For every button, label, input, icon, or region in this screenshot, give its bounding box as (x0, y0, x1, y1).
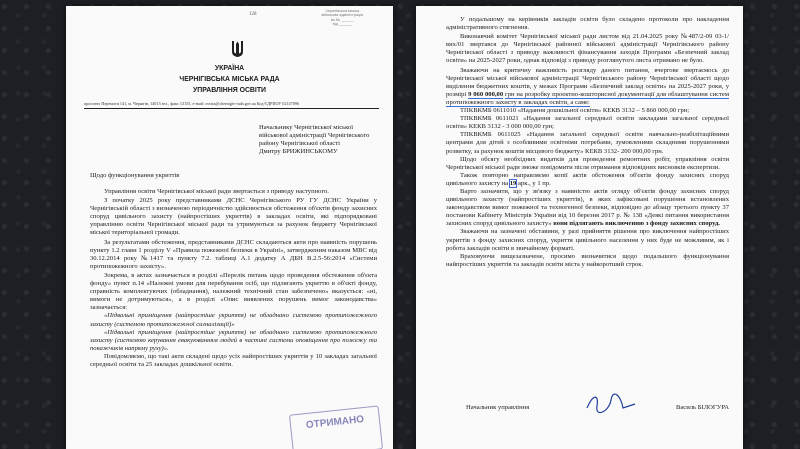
letter-subject: Щодо функціонування укриттів (90, 172, 180, 179)
sheet-count: 19 (509, 179, 517, 187)
signature-icon (581, 390, 641, 416)
signatory-title: Начальник управління (466, 404, 530, 411)
page-number: 128 (249, 12, 257, 17)
budget-line: ТПКВКМБ 0611025 «Надання загальної середньої освіти навчально-реабілітаційними центрами для дітей з особливими освітніми потребами, зумовленими складними порушеннями розвитку, за рахунок коштів місцевого бюджету» КЕКВ 3132- 200 000,00 грн. (446, 131, 729, 155)
paragraph: Зокрема, в актах зазначається в розділі «Перелік питань щодо проведення обстеження об'єкта фонду» пункт п.14 «Належні умови для перебування осіб, що підлягають укриттю в об'єкті фонду, справність комплектуючих (обладнання), належний технічний стан забезпечено» вказується: «ні, вимоги не дотримуються», а в розділі «Опис виявлених порушень вимог законодавства» зазначається: (90, 271, 377, 312)
letter-body (90, 188, 377, 369)
signatory-name: Василь БІЛОГУРА (675, 404, 729, 411)
budget-line: ТПКВКМБ 0611021 «Надання загальної середньої освіти закладами загальної середньої освіти» КЕКВ 3132 - 3 000 000,00 грн; (446, 115, 729, 131)
addressee-block: Начальнику Чернігівської міської військової адміністрації Чернігівського району Чернігівської області Дмитру БРИЖИНСЬКОМУ (259, 124, 370, 155)
paragraph-quote: «Підвальні приміщення (найпростіше укриття) не обладнано системою протипожежного захисту (системою керування евакуюванням людей в частині системи оповіщення про пожежу та покажчиків напряму руху)». (90, 328, 377, 352)
document-page-1 (66, 6, 393, 449)
paragraph: Зважаючи на критичну важливість розгляду даного питання, вчергове звертаємось до Чернігівської міської військової адміністрації Чернігівського району Чернігівської області щодо виділення бюджетних коштів, у межах Програми «Безпечний заклад освіти» на 2025-2027 роки, у розмірі 9 060 000,00 грн на розробку проектно-кошторисної документації для облаштування систем протипожежного захисту в закладах освіти, а саме: (446, 66, 730, 106)
paragraph: Виконавчий комітет Чернігівської міської ради листом від 21.04.2025 року №487/2-09 03-1/вих/01 звертався до Чернігівської районної військової адміністрації Чернігівського району Чернігівської області з приводу важливості фінансування заходів Програми «Безпечний заклад освіти» на 2025-2027 роки, однак відповіді з приводу розглянутого листа отримано не було. (446, 33, 729, 65)
letterhead: УКРАЇНА ЧЕРНІГІВСЬКА МІСЬКА РАДА УПРАВЛІННЯ ОСВІТИ (179, 65, 280, 94)
paragraph: Враховуючи вищезазначене, просимо визначитися щодо подальшого функціонування найпростіших укриттів та закладів освіти міста у найкоротший строк. (446, 252, 729, 268)
received-stamp: ОТРИМАНО (289, 405, 383, 449)
paragraph-quote: «Підвальні приміщення (найпростіше укриття) не обладнано системою протипожежного захисту (системою протипожежної сигналізації)» (90, 312, 377, 328)
coat-of-arms-icon (231, 40, 244, 58)
budget-line: ТПКВКМБ 0611010 «Надання дошкільної освіти» КЕКВ 3132 – 5 860 000,00 грн; (460, 107, 690, 115)
letter-body-continued (446, 16, 729, 269)
paragraph: У подальшому на керівників закладів освіти було складено протоколи про накладення адміністративного стягнення. (446, 16, 729, 32)
incoming-stamp: Чернігівська міська військова адміністрація вх.№ ______ від ______ (321, 9, 363, 27)
paragraph: За результатами обстеження, представниками ДСНС складаються акти про наявність порушень пункту 1.2 глави 1 розділу V «Правила пожежної безпеки в Україні», затвердженим наказом МВС від 30.12.2014 року №1417 та пункту 7.2. таблиці А.1 додатку А ДБН В.2.5-56:2014 «Системи протипожежного захисту». (90, 238, 377, 270)
paragraph: Зважаючи на зазначені обставини, у разі прийняття рішення про виключення найпростіших укриттів з фонду захисних споруд, укриття цивільного населення у них буде не можливим, як і робота закладів освіти в звичайному форматі. (446, 228, 729, 252)
document-page-2 (416, 6, 743, 449)
signature-row (466, 404, 729, 412)
paragraph: Варто зазначити, що у зв'язку з наявністю актів огляду об'єктів фонду захисних споруд цивільного захисту (найпростіших укриттів), в яких зафіксовані порушення встановлених законодавством вимог пожежної та техногенної безпеки, відповідно до абзацу третього пункту 37 постанови Кабінету Міністрів України від 10 березня 2017 р. № 138 «Деякі питання використання захисних споруд цивільного захисту» вони підлягають виключенню з фонду захисних споруд. (446, 187, 729, 228)
paragraph: З початку 2025 року представниками ДСНС Чернігівського РУ ГУ ДСНС України у Чернігівській області з визначеною періодичністю здійснюється обстеження об'єктів фонду захисних споруд цивільного захисту (найпростіших укриттів) в закладах освіти, які підпорядковані управлінню освіти Чернігівської міської ради та утримуються за рахунок бюджету Чернігівської міської територіальної громади. (90, 197, 377, 237)
paragraph: Щодо обсягу необхідних видатків для проведення ремонтних робіт, управління освіти Чернігівської міської ради зможе повідомити після отримання відповідних висновків експертизи. (446, 155, 729, 171)
amount-highlight: 9 060 000,00 (468, 90, 504, 98)
paragraph: Управління освіти Чернігівської міської ради звертається з приводу наступного. (104, 188, 329, 195)
paragraph: Повідомляємо, що такі акти складені щодо усіх найпростіших укриттів у 10 закладах загальної середньої освіти та 25 закладах дошкільної освіти. (90, 352, 377, 368)
paragraph: Також повторно направляємо копії актів обстеження об'єктів фонду захисних споруд цивільного захисту на 19 арк., у 1 пр. (446, 171, 729, 187)
address-line: проспект Перемоги 141, м. Чернігів, 14013 тел., факс 13155, e-mail: osvita@chernigiv-rada.gov.ua Код ЄДРПОУ 02147096 (84, 101, 379, 109)
